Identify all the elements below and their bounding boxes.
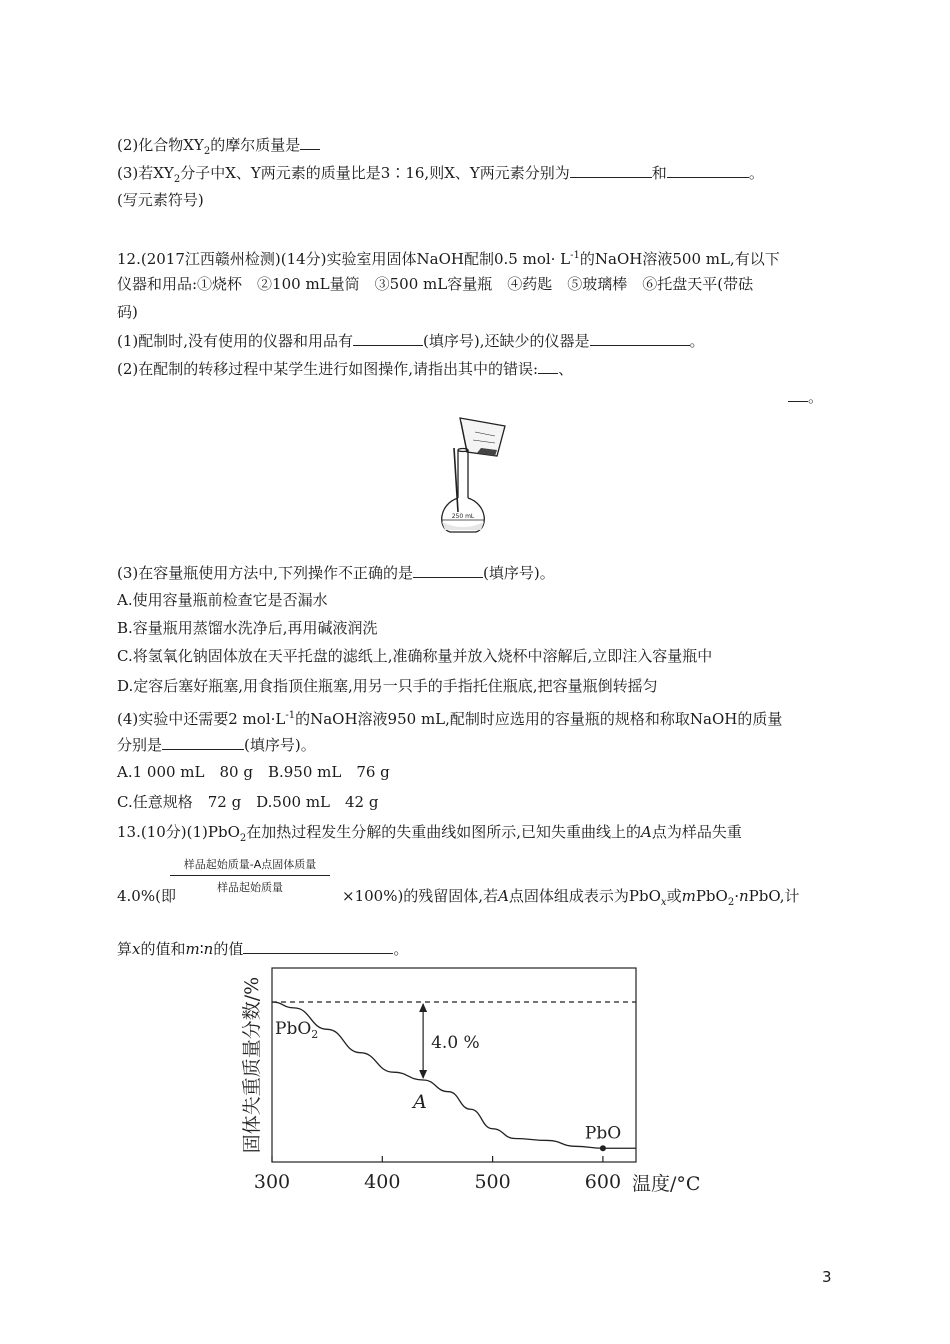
q11-part3: (3)若$XY_2$分子中X、Y两元素的质量比是3∶16,则X、Y两元素分别为 和 。 — [117, 164, 764, 185]
gap-arrow-head — [419, 1070, 427, 1079]
q13-line3: 算x的值和m∶n的值 。 — [117, 940, 409, 958]
fraction-numerator: 样品起始质量-A点固体质量 — [170, 856, 330, 876]
q11-part2: (2)化合物$XY_2$的摩尔质量是 — [117, 134, 320, 162]
q12-part4-line2: 分别是 (填序号)。 — [117, 736, 316, 754]
answer-blank[interactable] — [570, 162, 652, 178]
x-tick-label: 600 — [584, 1171, 622, 1193]
page-number: 3 — [822, 1268, 832, 1286]
q12-intro-line2: 仪器和用品:①烧杯 ②100 mL量筒 ③500 mL容量瓶 ④药匙 ⑤玻璃棒 ⑥托盘天平(带砝 — [117, 275, 754, 293]
gap-arrow — [419, 1003, 427, 1079]
answer-blank[interactable] — [667, 162, 749, 178]
x-tick-label: 400 — [364, 1171, 401, 1193]
q12-part3: (3)在容量瓶使用方法中,下列操作不正确的是 (填序号)。 — [117, 564, 555, 582]
y-axis-label: 固体失重质量分数/% — [241, 976, 263, 1154]
q12-part1: (1)配制时,没有使用的仪器和用品有 (填序号),还缺少的仪器是 。 — [117, 332, 705, 350]
plot-frame — [272, 968, 636, 1162]
q13-line2-rest: ×100%)的残留固体,若A点固体组成表示为PbO$_x$或mPbO$_2$·nPbO,计 — [342, 887, 800, 908]
x-axis-label: 温度/°C — [632, 1173, 701, 1195]
q12-part4-options-2: C.任意规格 72 g D.500 mL 42 g — [117, 793, 379, 811]
q13-intro: 13.(10分)(1)PbO$_2$在加热过程发生分解的失重曲线如图所示,已知失重曲线上的A点为样品失重 — [117, 823, 742, 844]
q12-part4-line1: (4)实验中还需要2 $mol\cdot L^{-1}$的NaOH溶液950 mL,配制时应选用的容量瓶的规格和称取NaOH的质量 — [117, 710, 783, 728]
gap-arrow-head — [419, 1003, 427, 1012]
answer-blank[interactable] — [162, 734, 244, 750]
answer-blank[interactable] — [243, 938, 393, 954]
point-a-label: A — [413, 1091, 427, 1113]
mass-loss-fraction — [170, 856, 330, 895]
flask-transfer-illustration — [425, 412, 525, 534]
pbo2-label: PbO$_2$ — [275, 1019, 319, 1041]
x-tick-label: 300 — [253, 1171, 291, 1193]
answer-blank[interactable] — [353, 330, 423, 346]
answer-blank[interactable] — [413, 562, 483, 578]
mass-loss-curve — [272, 1002, 636, 1148]
q12-part2-end: 。 — [788, 386, 823, 407]
q12-option-b: B.容量瓶用蒸馏水洗净后,再用碱液润洗 — [117, 619, 378, 637]
answer-blank[interactable] — [538, 358, 558, 374]
q12-intro-line1: 12.(2017江西赣州检测)(14分)实验室用固体NaOH配制0.5 $mol\cdot L^{-1}$的NaOH溶液500 mL,有以下 — [117, 250, 780, 268]
x-tick-label: 500 — [474, 1171, 511, 1193]
q11-part3-note: (写元素符号) — [117, 191, 204, 209]
q12-option-a: A.使用容量瓶前检查它是否漏水 — [117, 591, 328, 609]
pbo-end-point — [600, 1145, 606, 1151]
q12-option-d: D.定容后塞好瓶塞,用食指顶住瓶塞,用另一只手的手指托住瓶底,把容量瓶倒转摇匀 — [117, 677, 658, 695]
fraction-denominator: 样品起始质量 — [217, 881, 283, 894]
q12-intro-line3: 码) — [117, 303, 138, 321]
q13-line2-start: 4.0%(即 — [117, 887, 176, 905]
gap-label: 4.0 % — [431, 1033, 480, 1053]
answer-blank[interactable] — [300, 134, 320, 150]
flask-capacity-label: 250 mL — [451, 513, 475, 520]
q12-part4-options-1: A.1 000 mL 80 g B.950 mL 76 g — [117, 763, 390, 781]
answer-blank[interactable] — [788, 386, 808, 402]
mass-loss-chart — [240, 960, 720, 1200]
pbo-label: PbO — [584, 1123, 622, 1144]
q12-part2: (2)在配制的转移过程中某学生进行如图操作,请指出其中的错误: 、 — [117, 360, 574, 378]
answer-blank[interactable] — [590, 330, 690, 346]
q12-option-c: C.将氢氧化钠固体放在天平托盘的滤纸上,准确称量并放入烧杯中溶解后,立即注入容量瓶中 — [117, 647, 713, 665]
